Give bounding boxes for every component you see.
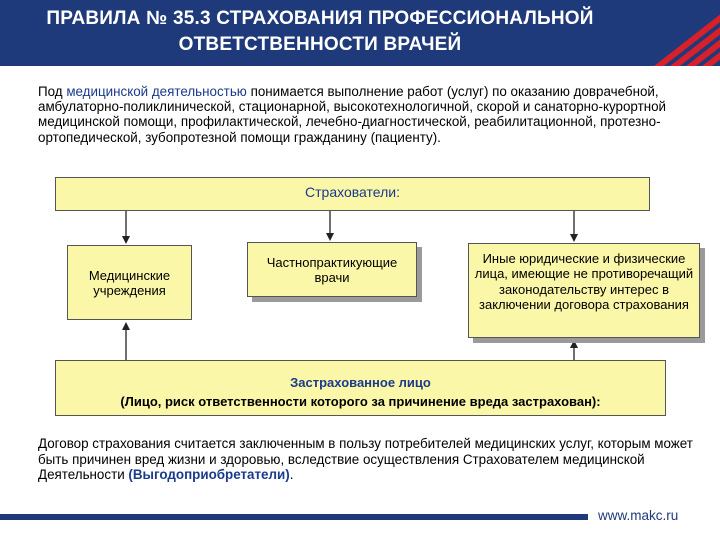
other-entities-box [468, 243, 700, 338]
footer-divider [0, 514, 588, 520]
private-doctors-label: Частнопрактикующие врачи [266, 255, 398, 285]
insurers-box [55, 177, 650, 211]
outro-highlight: (Выгодоприобретатели) [128, 467, 290, 482]
intro-prefix: Под [38, 84, 67, 99]
insured-person-box [55, 360, 666, 416]
private-doctors-box [247, 242, 417, 297]
medical-institutions-label: Медицинские учреждения [88, 267, 171, 298]
intro-highlight: медицинской деятельностью [66, 84, 247, 99]
insured-person-desc: (Лицо, риск ответственности которого за причинение вреда застрахован): [120, 394, 601, 409]
other-entities-label: Иные юридические и физические лица, имеющие не противоречащий законодательству интерес в заключении договора страхования [474, 251, 694, 313]
intro-rest: понимается выполнение работ (услуг) по оказанию доврачебной, амбулаторно-поликлинической, стационарной, высокотехнологичной, скорой и санаторно-курортной медицинской помощи, профилактической, лечебно-диагностической, реабилитационной, протезно-ортопедической, зубопротезной помощи гражданину (пациенту). [38, 84, 667, 145]
insurers-label: Страхователи: [305, 184, 400, 200]
outro-text: Договор страхования считается заключенным в пользу потребителей медицинских услуг, которым может быть причинен вред жизни и здоровью, вследствие осуществления Страхователем медицинской Деятельности [38, 436, 693, 482]
page-title-line1: ПРАВИЛА № 35.3 СТРАХОВАНИЯ ПРОФЕССИОНАЛЬНОЙ [46, 8, 594, 29]
footer-url[interactable]: www.makc.ru [598, 508, 679, 523]
outro-paragraph [38, 436, 698, 483]
page-title-line2: ОТВЕТСТВЕННОСТИ ВРАЧЕЙ [178, 34, 462, 55]
outro-end: . [289, 467, 294, 482]
medical-institutions-box [67, 245, 192, 320]
insured-person-label: Застрахованное лицо [290, 375, 431, 390]
